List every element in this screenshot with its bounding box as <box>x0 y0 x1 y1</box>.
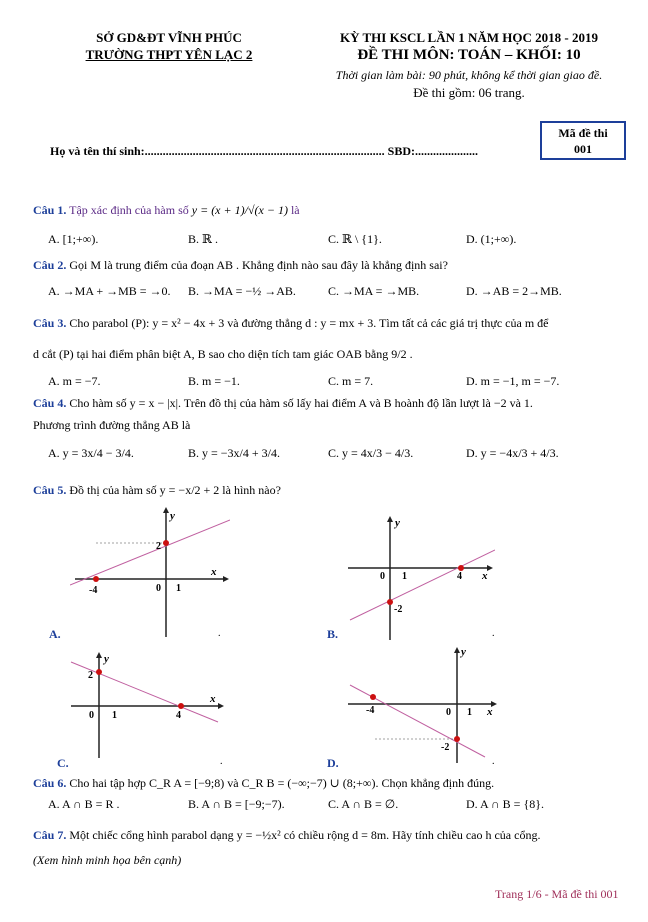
graph-c-tick-1: 1 <box>112 710 117 721</box>
exam-subject: ĐỀ THI MÔN: TOÁN – KHỐI: 10 <box>357 47 581 63</box>
exam-duration: Thời gian làm bài: 90 phút, không kể thời gian giao đề. <box>335 68 603 82</box>
q1-option-a[interactable]: A. [1;+∞). <box>48 232 99 246</box>
graph-a <box>70 505 230 640</box>
q6-option-c[interactable]: C. A ∩ B = ∅. <box>328 797 399 811</box>
q3-option-d[interactable]: D. m = −1, m = −7. <box>466 374 560 388</box>
question-5 <box>33 483 281 498</box>
question-6-label: Câu 6. <box>33 776 67 790</box>
graph-d-origin: 0 <box>446 707 451 718</box>
graph-d <box>345 645 500 765</box>
question-7-label: Câu 7. <box>33 828 67 842</box>
graph-c-x-arrow <box>218 703 224 709</box>
question-3-line-2: d cắt (P) tại hai điểm phân biệt A, B sao cho diện tích tam giác OAB bằng 9/2 . <box>33 347 413 361</box>
question-6-options <box>48 797 608 815</box>
q3-option-a[interactable]: A. m = −7. <box>48 374 101 388</box>
graph-a-x-label: x <box>211 566 217 578</box>
graph-d-x-intercept <box>370 694 376 700</box>
graph-c-y-label: y <box>104 653 109 665</box>
graph-d-x-label: x <box>487 706 493 718</box>
graph-c-x-int-label: 4 <box>176 710 181 721</box>
graph-d-y-label: y <box>461 646 466 658</box>
q6-option-a[interactable]: A. A ∩ B = R . <box>48 797 120 811</box>
question-1-text: Tập xác định của hàm số <box>69 203 189 217</box>
question-3 <box>33 316 548 331</box>
graph-a-line <box>70 520 230 585</box>
graph-a-x-arrow <box>223 576 229 582</box>
graph-c <box>66 650 226 760</box>
question-7-text: Một chiếc cổng hình parabol dạng y = −½x² có chiều rộng d = 8m. Hãy tính chiều cao h của cổng. <box>69 828 541 842</box>
question-2 <box>33 258 448 273</box>
question-1-formula: y = (x + 1)/√(x − 1) <box>191 203 288 217</box>
q3-option-c[interactable]: C. m = 7. <box>328 374 374 388</box>
q1-option-d[interactable]: D. (1;+∞). <box>466 232 517 246</box>
graph-c-x-label: x <box>210 693 216 705</box>
graph-d-y-intercept <box>454 736 460 742</box>
graph-b-line <box>350 550 495 620</box>
department-name: SỞ GD&ĐT VĨNH PHÚC <box>96 30 242 45</box>
graph-b-origin: 0 <box>380 571 385 582</box>
page-footer: Trang 1/6 - Mã đề thi 001 <box>495 887 619 901</box>
question-1 <box>33 203 300 218</box>
q6-option-b[interactable]: B. A ∩ B = [−9;−7). <box>188 797 285 811</box>
question-6-text: Cho hai tập hợp C_R A = [−9;8) và C_R B = (−∞;−7) ∪ (8;+∞). Chọn khẳng định đúng. <box>69 776 495 790</box>
q4-option-d[interactable]: D. y = −4x/3 + 4/3. <box>466 446 559 460</box>
q1-option-b[interactable]: B. ℝ . <box>188 232 218 246</box>
question-1-label: Câu 1. <box>33 203 67 217</box>
graph-b-y-label: y <box>395 517 400 529</box>
graph-a-y-int-label: 2 <box>156 541 161 552</box>
q2-option-a[interactable]: A. →MA + →MB = →0. <box>48 284 171 298</box>
exam-code-label: Mã đề thi <box>558 126 608 140</box>
exam-title: KỲ THI KSCL LẦN 1 NĂM HỌC 2018 - 2019 <box>340 30 598 45</box>
question-5-text: Đồ thị của hàm số y = −x/2 + 2 là hình nào? <box>69 483 281 497</box>
graph-a-tick-1: 1 <box>176 583 181 594</box>
question-2-options <box>48 284 608 302</box>
question-4-options <box>48 446 608 464</box>
graph-b-tick-1: 1 <box>402 571 407 582</box>
graph-d-line <box>350 685 485 757</box>
question-3-options <box>48 374 608 392</box>
q2-option-d[interactable]: D. →AB = 2→MB. <box>466 284 562 298</box>
q5-option-a[interactable]: A. <box>49 627 61 641</box>
graph-a-x-int-label: -4 <box>89 585 98 596</box>
q4-option-a[interactable]: A. y = 3x/4 − 3/4. <box>48 446 134 460</box>
graph-c-y-arrow <box>96 652 102 658</box>
q2-option-c[interactable]: C. →MA = →MB. <box>328 284 420 298</box>
graph-c-y-int-label: 2 <box>88 670 93 681</box>
graph-b-x-int-label: 4 <box>457 571 462 582</box>
question-1-options <box>48 232 608 250</box>
question-7 <box>33 828 540 843</box>
graph-c-y-intercept <box>96 669 102 675</box>
graph-d-x-int-label: -4 <box>366 705 375 716</box>
question-4-label: Câu 4. <box>33 396 67 410</box>
q4-option-c[interactable]: C. y = 4x/3 − 4/3. <box>328 446 414 460</box>
question-3-line-1: Cho parabol (P): y = x² − 4x + 3 và đường thẳng d : y = mx + 3. Tìm tất cả các giá trị thực của m để <box>69 316 549 330</box>
graph-b-y-int-label: -2 <box>394 604 403 615</box>
q4-option-b[interactable]: B. y = −3x/4 + 3/4. <box>188 446 280 460</box>
question-1-tail: là <box>290 203 300 217</box>
q6-option-d[interactable]: D. A ∩ B = {8}. <box>466 797 544 811</box>
graph-c-origin: 0 <box>89 710 94 721</box>
graph-b-y-intercept <box>387 599 393 605</box>
question-2-label: Câu 2. <box>33 258 67 272</box>
graph-b <box>345 512 495 642</box>
candidate-info-line: Họ và tên thí sinh:................................................................................ SBD:..................... <box>50 144 479 158</box>
question-7-note: (Xem hình minh họa bên cạnh) <box>33 853 182 867</box>
q5-option-b[interactable]: B. <box>327 627 339 641</box>
graph-d-tick-1: 1 <box>467 707 472 718</box>
q2-option-b[interactable]: B. →MA = −½ →AB. <box>188 284 296 298</box>
graph-d-y-int-label: -2 <box>441 742 450 753</box>
q1-option-c[interactable]: C. ℝ \ {1}. <box>328 232 382 246</box>
graph-a-y-arrow <box>163 507 169 513</box>
graph-a-origin: 0 <box>156 583 161 594</box>
question-3-label: Câu 3. <box>33 316 67 330</box>
school-name: TRƯỜNG THPT YÊN LẠC 2 <box>85 47 253 62</box>
graph-b-y-arrow <box>387 516 393 522</box>
q3-option-b[interactable]: B. m = −1. <box>188 374 240 388</box>
graph-c-x-intercept <box>178 703 184 709</box>
graph-b-x-arrow <box>487 565 493 571</box>
q5-option-d[interactable]: D. <box>327 756 339 770</box>
question-2-text: Gọi M là trung điểm của đoạn AB . Khẳng định nào sau đây là khẳng định sai? <box>69 258 448 272</box>
question-6 <box>33 776 494 791</box>
question-4-line-1: Cho hàm số y = x − |x|. Trên đồ thị của hàm số lấy hai điểm A và B hoành độ lần lượt là −2 và 1. <box>69 396 533 410</box>
graph-d-y-arrow <box>454 647 460 653</box>
question-4-line-2: Phương trình đường thẳng AB là <box>33 418 191 432</box>
exam-pages: Đề thi gồm: 06 trang. <box>413 85 525 100</box>
q5-option-c[interactable]: C. <box>57 756 69 770</box>
question-5-label: Câu 5. <box>33 483 67 497</box>
graph-a-y-label: y <box>170 510 175 522</box>
question-4 <box>33 396 533 411</box>
graph-a-y-intercept <box>163 540 169 546</box>
exam-code-value: 001 <box>574 142 592 156</box>
exam-code-box <box>540 121 626 160</box>
graph-b-x-label: x <box>482 570 488 582</box>
graph-a-x-intercept <box>93 576 99 582</box>
